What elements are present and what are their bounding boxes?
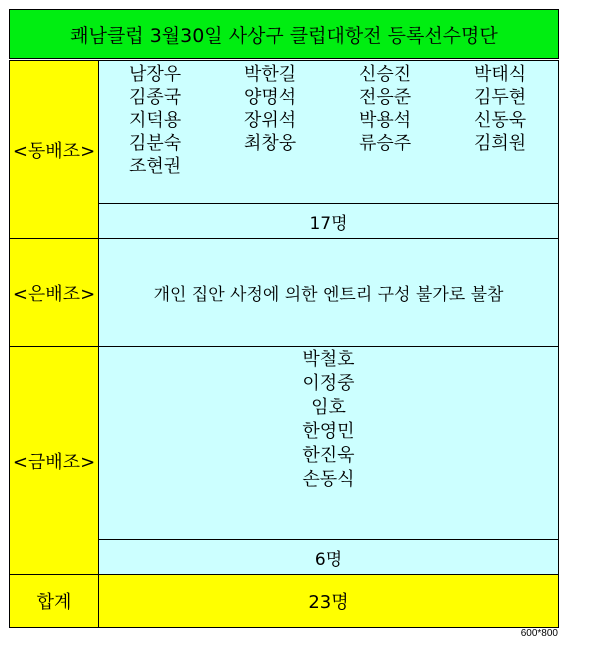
geum-group-names-cell: [98, 346, 559, 540]
dong-player-name: 박용석: [359, 110, 412, 131]
dong-player-name: 신동욱: [474, 110, 527, 131]
roster-title: 쾌남클럽 3월30일 사상구 클럽대항전 등록선수명단: [9, 9, 559, 59]
eun-group-note: 개인 집안 사정에 의한 엔트리 구성 불가로 불참: [98, 238, 559, 347]
dong-player-name: 최창웅: [244, 133, 297, 154]
dong-player-name: 김두현: [474, 87, 527, 108]
dong-player-name: 장위석: [244, 110, 297, 131]
geum-player-name: 손동식: [302, 469, 355, 490]
geum-player-name: 박철호: [302, 349, 355, 370]
geum-group-label: <금배조>: [9, 346, 99, 575]
geum-player-name: 한영민: [302, 421, 355, 442]
dong-group-count: 17명: [98, 203, 559, 239]
total-label: 합계: [9, 574, 99, 628]
geum-player-name: 한진욱: [302, 445, 355, 466]
dong-group-name-grid: [129, 63, 549, 178]
dong-group-names-cell: [98, 60, 559, 204]
geum-player-name: 이정중: [302, 373, 355, 394]
dong-player-name: 김분숙: [129, 133, 182, 154]
dong-player-name: 조현권: [129, 156, 182, 177]
dong-player-name: 박태식: [474, 64, 527, 85]
dong-player-name: 김종국: [129, 87, 182, 108]
dong-player-name: 류승주: [359, 133, 412, 154]
dong-player-name: 양명석: [244, 87, 297, 108]
geum-player-name: 임호: [311, 397, 346, 418]
dong-player-name: 전응준: [359, 87, 412, 108]
dong-player-name: 신승진: [359, 64, 412, 85]
dong-group-label: <동배조>: [9, 60, 99, 239]
dong-player-name: 남장우: [129, 64, 182, 85]
dong-player-name: 지덕용: [129, 110, 182, 131]
eun-group-label: <은배조>: [9, 238, 99, 347]
geum-group-count: 6명: [98, 539, 559, 575]
geum-group-name-list: [99, 348, 558, 492]
total-value: 23명: [98, 574, 559, 628]
dong-player-name: 박한길: [244, 64, 297, 85]
size-footnote: 600*800: [520, 628, 558, 639]
dong-player-name: 김희원: [474, 133, 527, 154]
